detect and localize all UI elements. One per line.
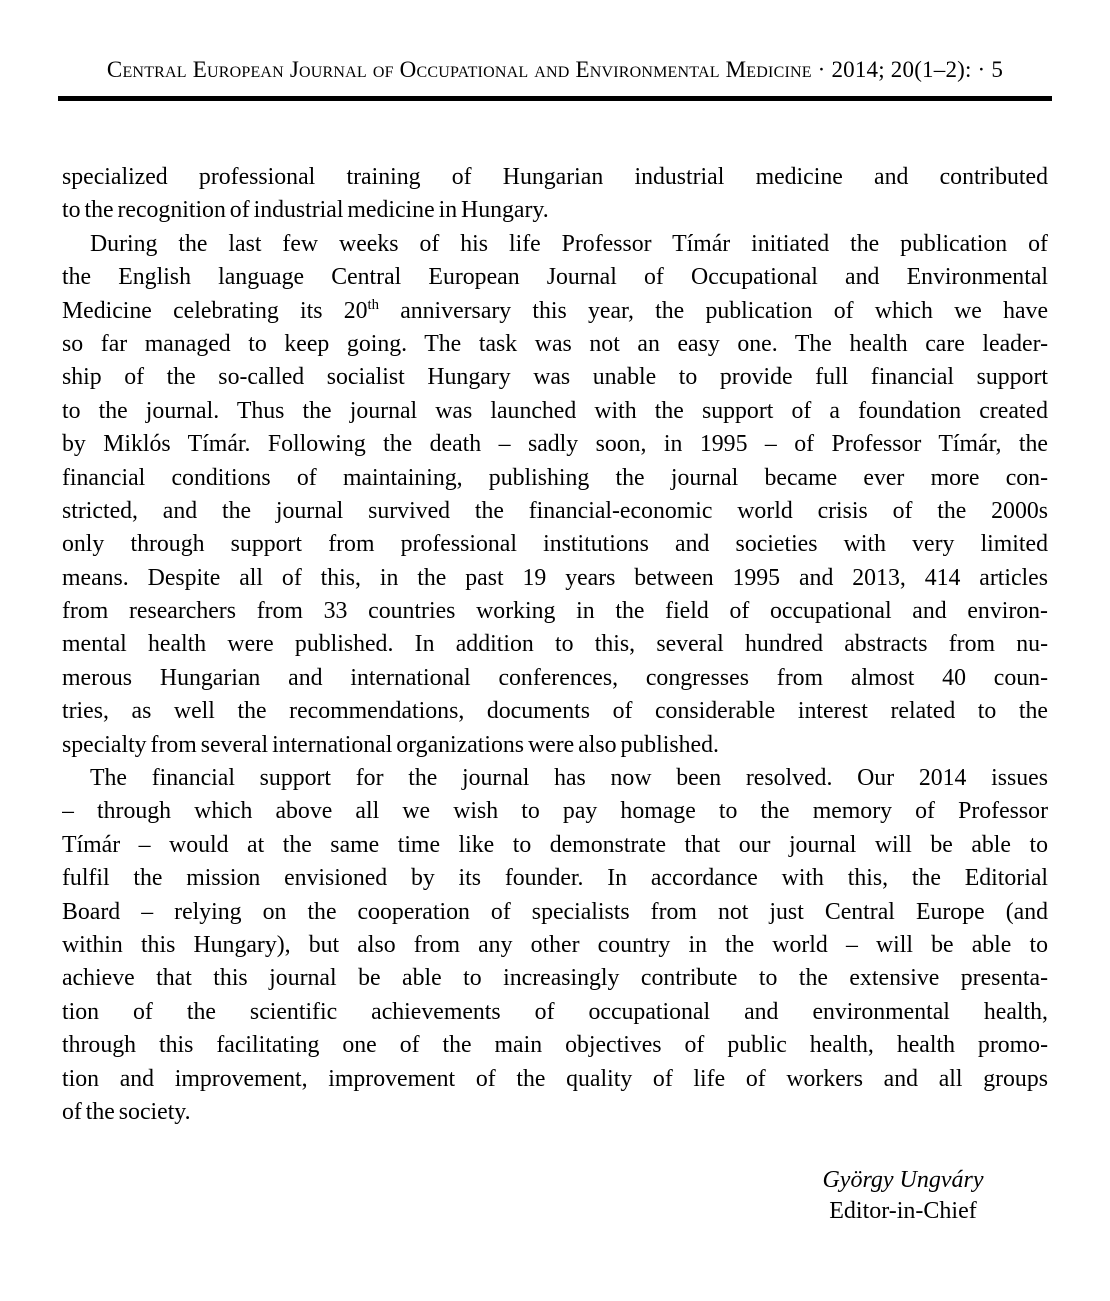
text-line: tries, as well the recommendations, documents of considerable interest related to the bbox=[62, 698, 1048, 725]
page-header bbox=[62, 56, 1048, 101]
text-line: specialized professional training of Hungarian industrial medicine and contributed bbox=[62, 164, 1048, 190]
header-rule bbox=[58, 96, 1052, 101]
signature-title: Editor-in-Chief bbox=[829, 1198, 977, 1225]
text-line: financial conditions of maintaining, publishing the journal became ever more con- bbox=[62, 464, 1048, 491]
text-line: merous Hungarian and international conferences, congresses from almost 40 coun- bbox=[62, 664, 1048, 691]
text-line: tion of the scientific achievements of occupational and environmental health, bbox=[62, 998, 1048, 1025]
paragraph bbox=[62, 228, 1048, 762]
article-body bbox=[62, 161, 1048, 1129]
paragraph bbox=[62, 762, 1048, 1129]
text-line: from researchers from 33 countries working in the field of occupational and environ- bbox=[62, 598, 1048, 625]
text-line: specialty from several international organizations were also published. bbox=[62, 731, 719, 758]
text-line: the English language Central European Journal of Occupational and Environmental bbox=[62, 264, 1048, 291]
text-line: During the last few weeks of his life Professor Tímár initiated the publication of bbox=[90, 230, 1048, 257]
text-line: mental health were published. In addition to this, several hundred abstracts from nu- bbox=[62, 631, 1048, 658]
text-line: tion and improvement, improvement of the quality of life of workers and all groups bbox=[62, 1065, 1048, 1092]
text-line: Board – relying on the cooperation of specialists from not just Central Europe (and bbox=[62, 898, 1048, 925]
text-line: Medicine celebrating its 20th anniversary this year, the publication of which we have bbox=[62, 296, 1048, 324]
text-line: stricted, and the journal survived the financial-economic world crisis of the 2000s bbox=[62, 497, 1048, 524]
journal-header-text: Central European Journal of Occupational and Environmental Medicine · 2014; 20(1–2): · 5 bbox=[106, 57, 1004, 82]
text-line: through this facilitating one of the main objectives of public health, health promo- bbox=[62, 1032, 1048, 1059]
signature-block bbox=[798, 1165, 1008, 1227]
text-line: of the society. bbox=[62, 1098, 191, 1125]
text-line: to the journal. Thus the journal was launched with the support of a foundation created bbox=[62, 397, 1048, 424]
signature-name: György Ungváry bbox=[822, 1167, 984, 1194]
text-line: only through support from professional institutions and societies with very limited bbox=[62, 531, 1048, 558]
text-line: Tímár – would at the same time like to demonstrate that our journal will be able to bbox=[62, 831, 1048, 858]
text-line: by Miklós Tímár. Following the death – sadly soon, in 1995 – of Professor Tímár, the bbox=[62, 431, 1048, 458]
text-line: so far managed to keep going. The task was not an easy one. The health care leader- bbox=[62, 330, 1048, 357]
text-line: within this Hungary), but also from any other country in the world – will be able to bbox=[62, 931, 1048, 958]
text-line: The financial support for the journal has now been resolved. Our 2014 issues bbox=[90, 765, 1048, 792]
text-line: achieve that this journal be able to increasingly contribute to the extensive presenta- bbox=[62, 965, 1048, 992]
text-line: means. Despite all of this, in the past 19 years between 1995 and 2013, 414 articles bbox=[62, 564, 1048, 591]
text-line: ship of the so-called socialist Hungary was unable to provide full financial support bbox=[62, 364, 1048, 391]
text-line: fulfil the mission envisioned by its founder. In accordance with this, the Editorial bbox=[62, 865, 1048, 892]
text-line: to the recognition of industrial medicine in Hungary. bbox=[62, 197, 549, 224]
paragraph bbox=[62, 161, 1048, 228]
text-line: – through which above all we wish to pay homage to the memory of Professor bbox=[62, 798, 1048, 825]
